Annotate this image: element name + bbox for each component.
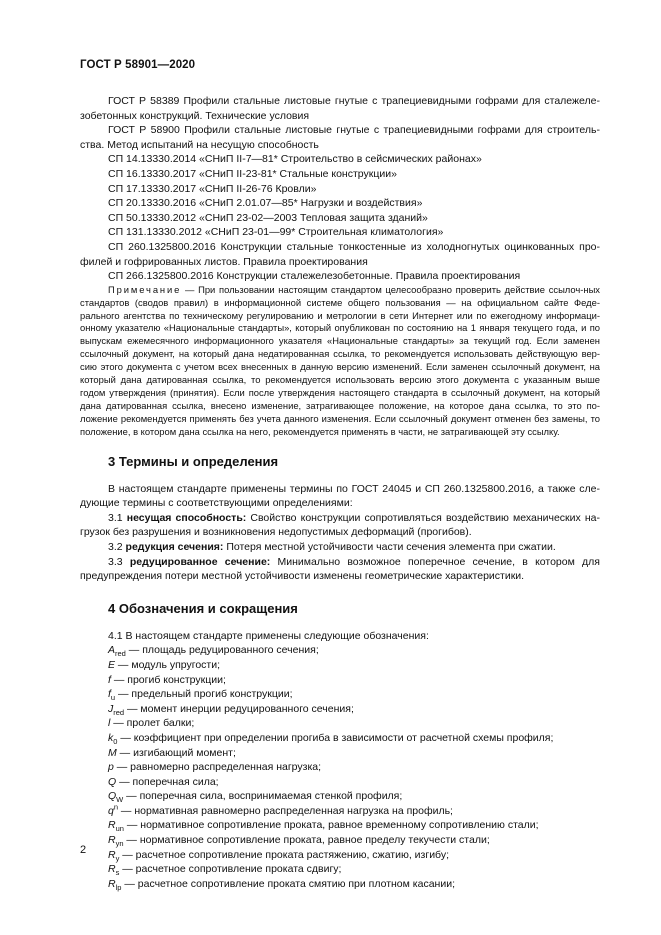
symbol: R bbox=[108, 863, 116, 876]
symbol-description: — момент инерции редуцированного сечения; bbox=[124, 702, 354, 715]
symbol-item bbox=[80, 760, 600, 775]
symbol-subscript: y bbox=[115, 853, 120, 863]
symbol: R bbox=[108, 848, 116, 861]
reference-item: ГОСТ Р 58389 Профили стальные листовые гнутые с трапециевидными гофрами для сталежеле-зобетонных конструкций. Технические условия bbox=[80, 95, 600, 122]
reference-item: СП 266.1325800.2016 Конструкции сталежелезобетонные. Правила проектирования bbox=[108, 270, 521, 283]
term-definition bbox=[80, 511, 600, 540]
symbol-description: — поперечная сила, воспринимаемая стенкой профиля; bbox=[123, 790, 403, 803]
symbol: Q bbox=[108, 790, 117, 803]
symbol-item bbox=[80, 643, 600, 658]
symbol-description: — расчетное сопротивление проката растяжению, сжатию, изгибу; bbox=[119, 848, 450, 861]
section-3-intro: В настоящем стандарте применены термины по ГОСТ 24045 и СП 260.1325800.2016, а также сле-дующие термины с соответствующими определениями: bbox=[80, 482, 600, 510]
symbol: Q bbox=[108, 775, 117, 788]
term-number: 3.1 bbox=[108, 511, 123, 524]
symbol: A bbox=[108, 644, 116, 657]
page-number: 2 bbox=[80, 844, 87, 856]
symbol-item bbox=[80, 877, 600, 892]
section-4-intro: 4.1 В настоящем стандарте применены следующие обозначения: bbox=[108, 629, 429, 642]
symbol-item bbox=[80, 687, 600, 702]
symbol-item bbox=[80, 702, 600, 717]
symbol-item bbox=[80, 833, 600, 848]
symbol-subscript: s bbox=[115, 868, 120, 878]
term-definition bbox=[80, 540, 600, 555]
term-name: редукция сечения: bbox=[125, 540, 224, 553]
section-terms bbox=[80, 454, 600, 584]
symbol-subscript: red bbox=[113, 707, 125, 717]
section-4-heading: 4 Обозначения и сокращения bbox=[108, 600, 298, 616]
symbol-subscript: u bbox=[110, 693, 116, 703]
symbol-item bbox=[80, 818, 600, 833]
symbol-item bbox=[80, 658, 600, 673]
section-3-heading: 3 Термины и определения bbox=[108, 453, 279, 469]
symbol-description: — равномерно распределенная нагрузка; bbox=[113, 761, 322, 774]
symbol-description: — расчетное сопротивление проката сдвигу; bbox=[119, 863, 342, 876]
reference-item: СП 16.13330.2017 «СНиП II-23-81* Стальные конструкции» bbox=[108, 167, 397, 180]
symbol-description: — нормативное сопротивление проката, равное временному сопротивлению стали; bbox=[123, 819, 539, 832]
symbol: J bbox=[108, 702, 114, 715]
symbol-subscript: 0 bbox=[113, 737, 118, 746]
note-text: — При пользовании настоящим стандартом целесообразно проверить действие ссылоч-ных стандартов (сводов правил) в информационной системе общего пользования — на официальном сайте Феде-рального агентства по техническому регулированию и метрологии в сети Интернет или по ежегодному информаци-онному указателю «Национальные стандарты», который опубликован по состоянию на 1 января текущего года, и по выпускам ежемесячного информационного указателя «Национальные стандарты» за текущий год. Если заменен ссылочный документ, на который дана недатированная ссылка, то рекомендуется использовать действующую вер-сию этого документа с учетом всех внесенных в данную версию изменений. Если заменен ссылочный документ, на который дана датированная ссылка, то рекомендуется использовать версию этого документа с указанным выше годом утверждения (принятия). Если после утверждения настоящего стандарта в ссылочный документ, на который дана датированная ссылка, внесено изменение, затрагивающее положение, на которое дана ссылка, то это по-ложение рекомендуется применять без учета данного изменения. Если ссылочный документ отменен без замены, то положение, в котором дана ссылка на него, рекомендуется применять в части, не затрагивающей эту ссылку. bbox=[80, 283, 600, 437]
symbol-subscript: lp bbox=[115, 882, 122, 892]
symbol: R bbox=[108, 877, 116, 890]
symbol: R bbox=[108, 819, 116, 832]
term-text: Свойство конструкции сопротивляться воздействию механических на-грузок без разрушения и возникновения недопустимых деформаций (прогибов). bbox=[80, 511, 601, 539]
symbol: E bbox=[108, 658, 116, 671]
term-name: несущая способность: bbox=[126, 511, 247, 524]
note-label: Примечание bbox=[108, 283, 182, 295]
symbol-item bbox=[80, 673, 600, 688]
symbol-description: — прогиб конструкции; bbox=[110, 673, 226, 686]
reference-item: СП 50.13330.2012 «СНиП 23-02—2003 Тепловая защита зданий» bbox=[108, 211, 428, 224]
reference-item: СП 20.13330.2016 «СНиП 2.01.07—85* Нагрузки и воздействия» bbox=[108, 197, 423, 210]
symbol-subscript: un bbox=[115, 824, 124, 834]
term-text: Минимально возможное поперечное сечение, в котором для предупреждения потери местной устойчивости изменены геометрические характеристики. bbox=[80, 555, 600, 583]
reference-item: СП 131.13330.2012 «СНиП 23-01—99* Строительная климатология» bbox=[108, 226, 444, 239]
symbol-description: — площадь редуцированного сечения; bbox=[125, 644, 319, 657]
symbols-list bbox=[80, 643, 600, 891]
symbol-description: — нормативное сопротивление проката, равное пределу текучести стали; bbox=[123, 834, 490, 847]
symbol-item bbox=[80, 804, 600, 819]
symbol-description: — расчетное сопротивление проката смятию при плотном касании; bbox=[121, 877, 455, 890]
symbol-description: — пролет балки; bbox=[110, 717, 195, 730]
symbol: q bbox=[108, 804, 114, 817]
page-content bbox=[80, 82, 600, 891]
term-name: редуцированное сечение: bbox=[129, 555, 271, 568]
note-paragraph bbox=[80, 284, 600, 439]
symbol-item bbox=[80, 862, 600, 877]
symbol-superscript: n bbox=[113, 802, 119, 812]
references-list bbox=[80, 94, 600, 284]
symbol-subscript: red bbox=[115, 649, 126, 659]
symbol-item bbox=[80, 746, 600, 761]
symbol-subscript: yn bbox=[115, 839, 124, 849]
symbol: p bbox=[108, 761, 114, 774]
symbol-item bbox=[80, 716, 600, 731]
symbol-description: — нормативная равномерно распределенная нагрузка на профиль; bbox=[118, 804, 453, 817]
symbol-description: — модуль упругости; bbox=[115, 658, 221, 671]
term-number: 3.2 bbox=[108, 540, 123, 553]
symbol-item bbox=[80, 789, 600, 804]
symbol: k bbox=[108, 731, 114, 744]
symbol-item bbox=[80, 775, 600, 790]
symbol-item bbox=[80, 848, 600, 863]
symbol-item bbox=[80, 731, 600, 746]
symbol-description: — поперечная сила; bbox=[116, 775, 219, 788]
symbol-description: — коэффициент при определении прогиба в зависимости от расчетной схемы профиля; bbox=[117, 731, 554, 744]
reference-item: СП 17.13330.2017 «СНиП II-26-76 Кровли» bbox=[108, 182, 317, 195]
symbol: f bbox=[108, 673, 111, 686]
symbol-description: — изгибающий момент; bbox=[116, 746, 236, 759]
symbol: f bbox=[108, 688, 111, 701]
reference-item: СП 14.13330.2014 «СНиП II-7—81* Строительство в сейсмических районах» bbox=[108, 153, 482, 166]
reference-item: ГОСТ Р 58900 Профили стальные листовые гнутые с трапециевидными гофрами для строитель-ства. Метод испытаний на несущую способность bbox=[80, 124, 600, 151]
symbol-description: — предельный прогиб конструкции; bbox=[115, 688, 293, 701]
symbol: R bbox=[108, 834, 116, 847]
document-header: ГОСТ Р 58901—2020 bbox=[80, 59, 196, 71]
reference-item: СП 260.1325800.2016 Конструкции стальные тонкостенные из холодногнутых оцинкованных про-филей и гофрированных листов. Правила проектирования bbox=[80, 240, 600, 268]
term-text: Потеря местной устойчивости части сечения элемента при сжатии. bbox=[223, 540, 556, 553]
term-definition bbox=[80, 555, 600, 584]
symbol: M bbox=[108, 746, 117, 759]
section-symbols bbox=[80, 601, 600, 892]
symbol-subscript: W bbox=[116, 795, 124, 805]
symbol: l bbox=[108, 717, 111, 730]
term-number: 3.3 bbox=[108, 555, 123, 568]
